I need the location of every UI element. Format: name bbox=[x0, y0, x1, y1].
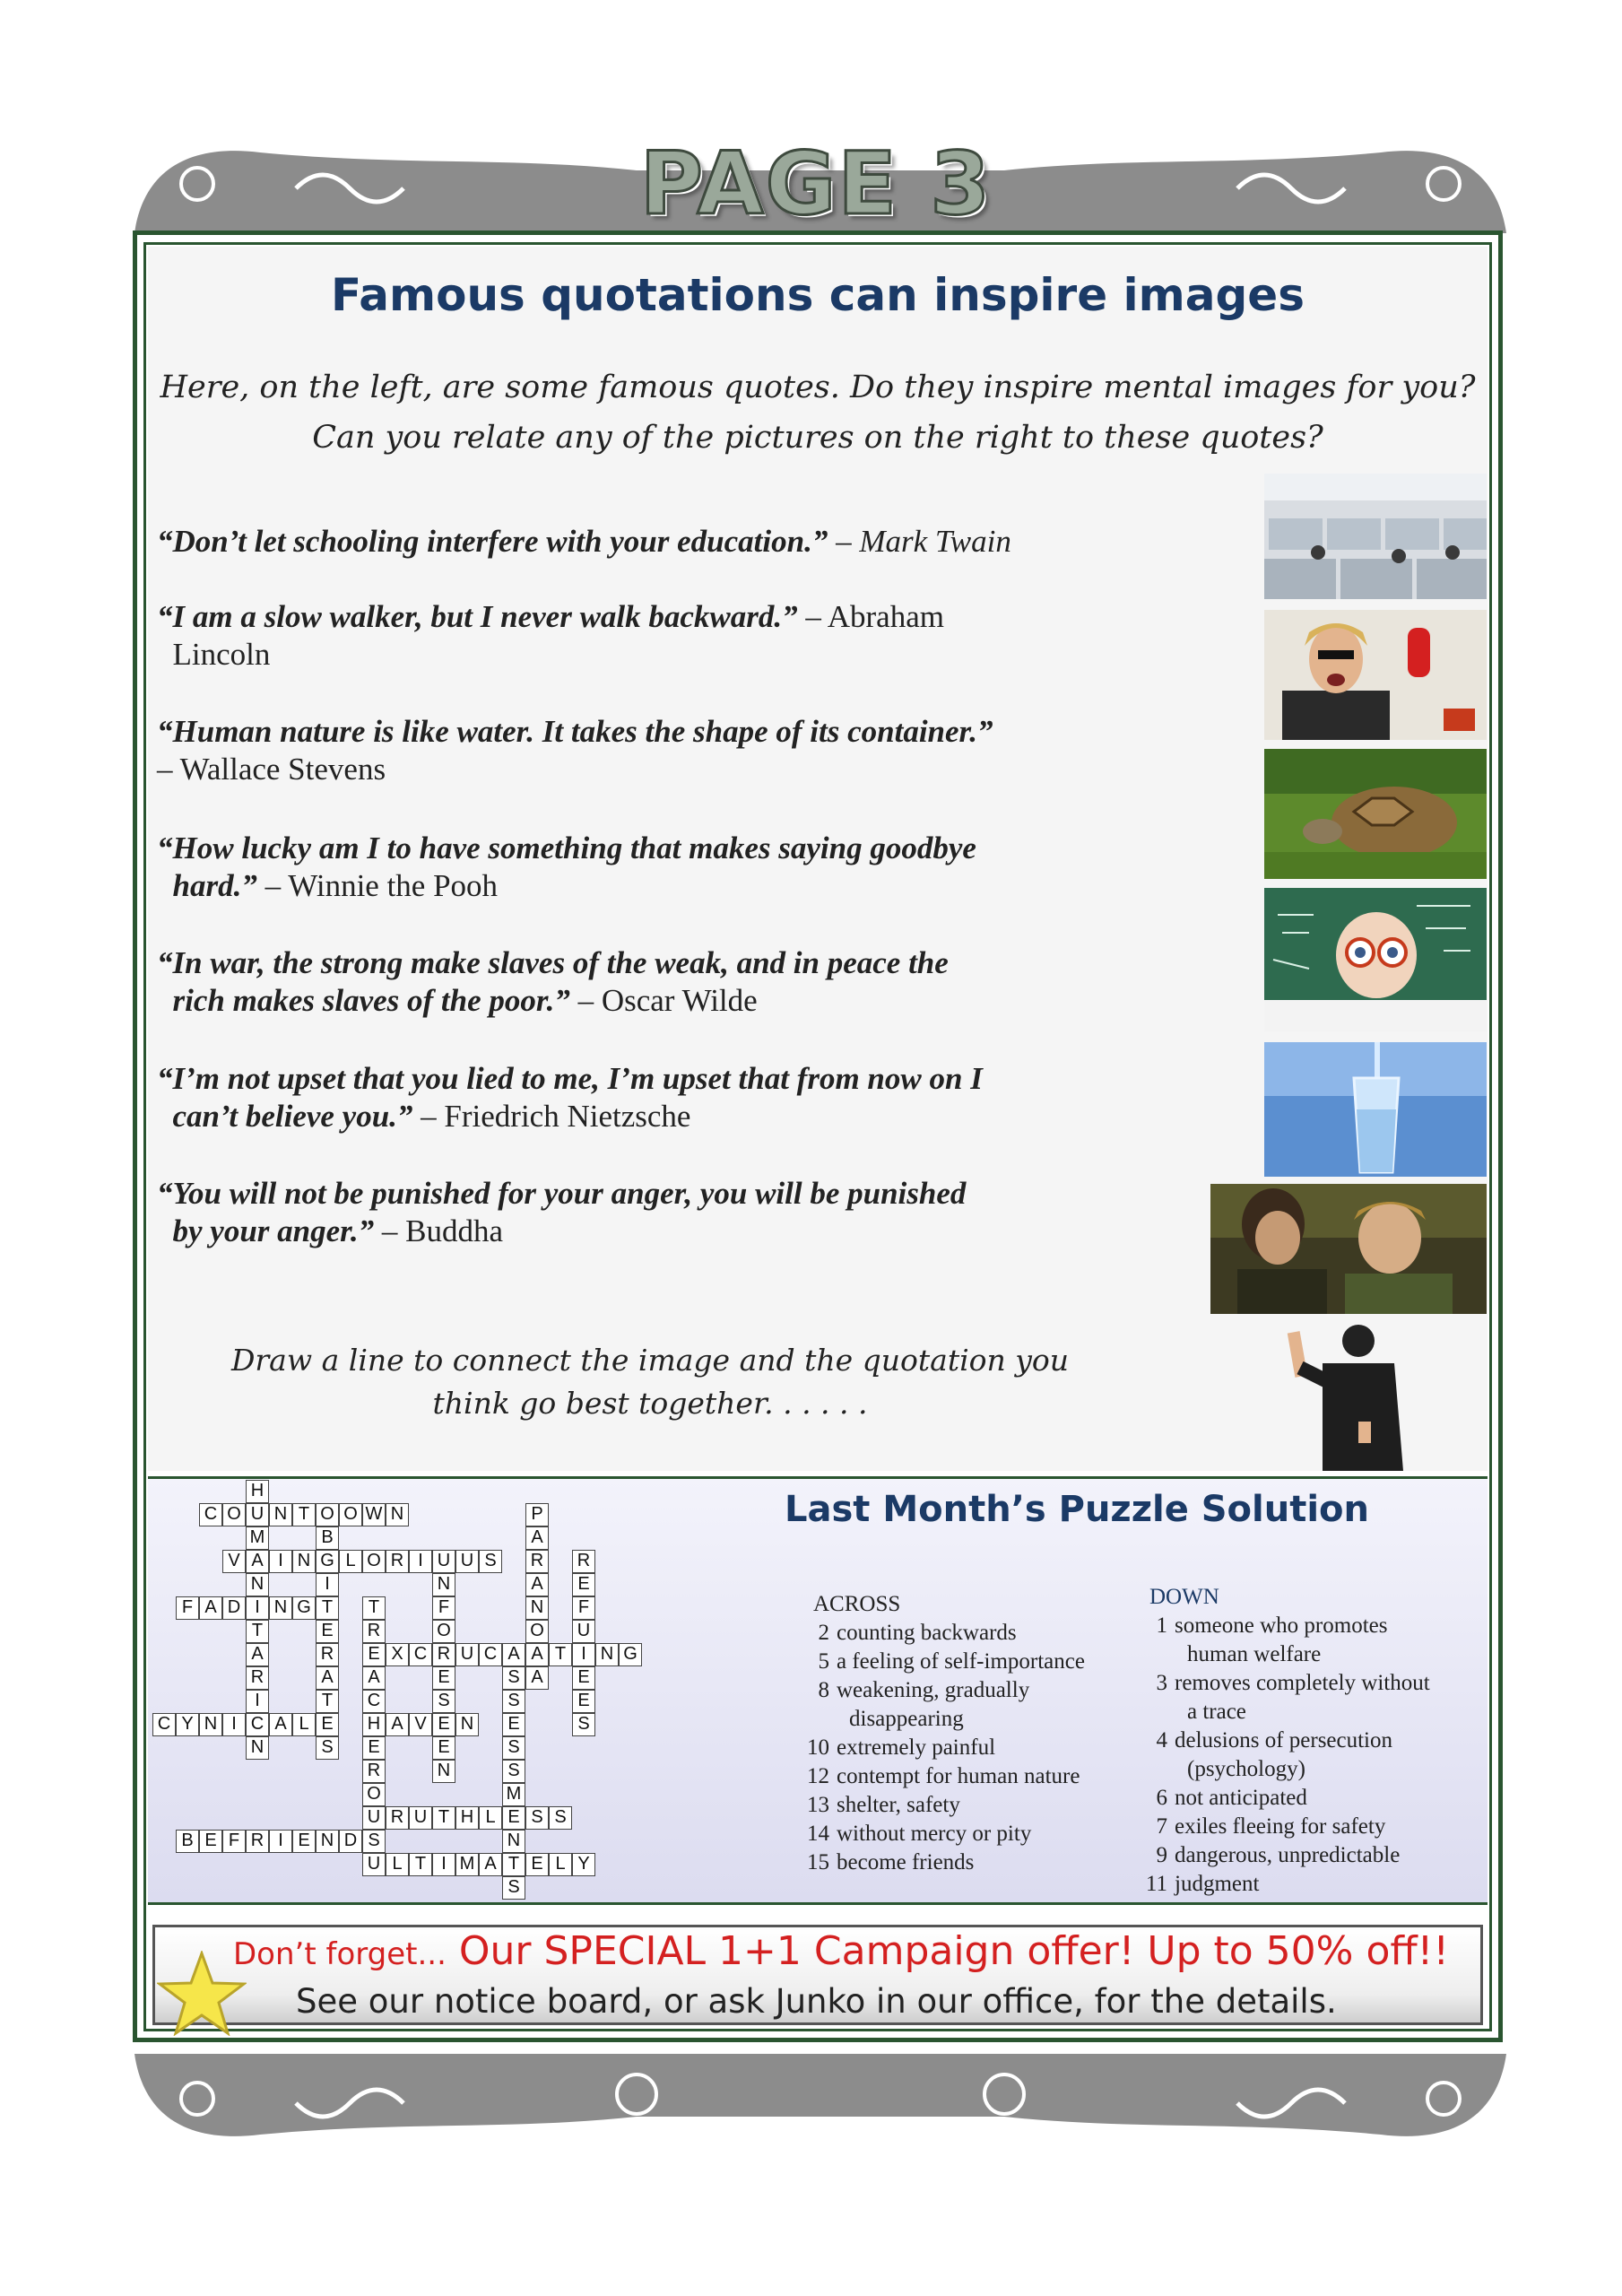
crossword-cell: S bbox=[502, 1760, 525, 1783]
crossword-cell: B bbox=[176, 1830, 199, 1853]
crossword-cell: A bbox=[246, 1643, 269, 1666]
crossword-cell: U bbox=[432, 1550, 455, 1573]
crossword-cell: S bbox=[572, 1713, 595, 1736]
crossword-cell: A bbox=[502, 1643, 525, 1666]
crossword-cell: O bbox=[339, 1503, 362, 1526]
crossword-cell: L bbox=[386, 1853, 409, 1876]
crossword-cell: E bbox=[316, 1713, 339, 1736]
quote-5: “In war, the strong make slaves of the weak, and in peace the rich makes slaves of the poor.” – Oscar Wilde bbox=[157, 945, 949, 1018]
draw-instruction-line-2: think go best together. . . . . . bbox=[432, 1386, 868, 1421]
crossword-cell: S bbox=[479, 1550, 502, 1573]
crossword-cell: I bbox=[269, 1550, 292, 1573]
crossword-cell: C bbox=[199, 1503, 222, 1526]
crossword-cell: I bbox=[269, 1830, 292, 1853]
clue-item: 11 judgment bbox=[1145, 1872, 1260, 1896]
crossword-cell: E bbox=[502, 1713, 525, 1736]
crossword-cell: T bbox=[316, 1596, 339, 1620]
crossword-cell: M bbox=[246, 1526, 269, 1550]
clue-item: 6 not anticipated bbox=[1156, 1786, 1307, 1810]
crossword-cell: N bbox=[432, 1760, 455, 1783]
crossword-cell: N bbox=[455, 1713, 479, 1736]
clue-item: 14 without mercy or pity bbox=[807, 1822, 1032, 1846]
crossword-cell: G bbox=[619, 1643, 642, 1666]
crossword-cell: T bbox=[246, 1620, 269, 1643]
crossword-cell: N bbox=[269, 1596, 292, 1620]
crossword-cell: R bbox=[246, 1666, 269, 1690]
crossword-cell: I bbox=[246, 1690, 269, 1713]
baby-glasses-chalkboard-image bbox=[1264, 888, 1487, 1031]
crossword-cell: M bbox=[455, 1853, 479, 1876]
crossword-cell: C bbox=[479, 1643, 502, 1666]
draw-instruction-line-1: Draw a line to connect the image and the quotation you bbox=[230, 1343, 1070, 1378]
crossword-cell: N bbox=[502, 1830, 525, 1853]
clue-item: 4 delusions of persecution bbox=[1156, 1728, 1393, 1752]
crossword-cell: X bbox=[386, 1643, 409, 1666]
clue-item: 13 shelter, safety bbox=[807, 1793, 960, 1817]
crossword-cell: N bbox=[595, 1643, 619, 1666]
tortoise-image bbox=[1264, 749, 1487, 879]
crossword-cell: T bbox=[549, 1643, 572, 1666]
quote-4: “How lucky am I to have something that makes saying goodbye hard.” – Winnie the Pooh bbox=[157, 831, 976, 903]
crossword-cell: A bbox=[246, 1550, 269, 1573]
crossword-cell: S bbox=[502, 1876, 525, 1900]
crossword-cell: L bbox=[292, 1713, 316, 1736]
crossword-cell: A bbox=[362, 1666, 386, 1690]
quote-3: “Human nature is like water. It takes the shape of its container.” – Wallace Stevens bbox=[157, 714, 993, 787]
campaign-details: See our notice board, or ask Junko in our office, for the details. bbox=[296, 1982, 1337, 2021]
crossword-cell: L bbox=[549, 1853, 572, 1876]
crossword-cell: I bbox=[572, 1643, 595, 1666]
crossword-cell: I bbox=[222, 1713, 246, 1736]
crossword-cell: U bbox=[246, 1503, 269, 1526]
puzzle-title: Last Month’s Puzzle Solution bbox=[785, 1489, 1370, 1530]
quote-2: “I am a slow walker, but I never walk backward.” – Abraham Lincoln bbox=[157, 599, 944, 672]
crossword-cell: E bbox=[199, 1830, 222, 1853]
crossword-cell: C bbox=[246, 1713, 269, 1736]
man-crossed-fingers-image bbox=[1273, 1318, 1426, 1471]
down-heading: DOWN bbox=[1149, 1585, 1219, 1609]
campaign-offer-text: Our SPECIAL 1+1 Campaign offer! Up to 50% off!! bbox=[458, 1928, 1449, 1974]
crossword-cell: R bbox=[432, 1643, 455, 1666]
crossword-cell: S bbox=[362, 1830, 386, 1853]
crossword-cell: O bbox=[316, 1503, 339, 1526]
crossword-cell: N bbox=[246, 1736, 269, 1760]
crossword-cell: S bbox=[316, 1736, 339, 1760]
crossword-cell: N bbox=[525, 1596, 549, 1620]
clue-item: human welfare bbox=[1187, 1642, 1322, 1666]
crossword-cell: O bbox=[362, 1550, 386, 1573]
crossword-cell: P bbox=[525, 1503, 549, 1526]
crossword-cell: C bbox=[409, 1643, 432, 1666]
crossword-cell: I bbox=[432, 1853, 455, 1876]
crossword-cell: U bbox=[362, 1853, 386, 1876]
crossword-cell: T bbox=[409, 1853, 432, 1876]
crossword-cell: O bbox=[222, 1503, 246, 1526]
section-heading: Famous quotations can inspire images bbox=[331, 269, 1305, 321]
clue-item: 3 removes completely without bbox=[1156, 1671, 1430, 1695]
crossword-cell: H bbox=[246, 1480, 269, 1503]
crossword-cell: T bbox=[292, 1503, 316, 1526]
crossword-cell: D bbox=[339, 1830, 362, 1853]
crossword-cell: H bbox=[362, 1713, 386, 1736]
crossword-cell: T bbox=[316, 1690, 339, 1713]
crossword-cell: A bbox=[525, 1573, 549, 1596]
crossword-cell: E bbox=[572, 1690, 595, 1713]
crossword-cell: R bbox=[386, 1806, 409, 1830]
campaign-offer bbox=[233, 1928, 1449, 1974]
crossword-cell: U bbox=[455, 1643, 479, 1666]
crossword-cell: R bbox=[246, 1830, 269, 1853]
clue-item: 1 someone who promotes bbox=[1156, 1613, 1388, 1638]
crossword-cell: U bbox=[362, 1806, 386, 1830]
crossword-cell: I bbox=[316, 1573, 339, 1596]
crossword-cell: F bbox=[176, 1596, 199, 1620]
crossword-cell: H bbox=[455, 1806, 479, 1830]
clue-item: a trace bbox=[1187, 1700, 1246, 1724]
crossword-cell: O bbox=[362, 1783, 386, 1806]
crossword-cell: T bbox=[432, 1806, 455, 1830]
crossword-cell: N bbox=[292, 1550, 316, 1573]
water-glass-image bbox=[1264, 1042, 1487, 1177]
intro-line-1: Here, on the left, are some famous quotes. Do they inspire mental images for you? bbox=[160, 370, 1476, 405]
crossword-cell: R bbox=[362, 1620, 386, 1643]
crossword-cell: A bbox=[269, 1713, 292, 1736]
crossword-cell: A bbox=[199, 1596, 222, 1620]
crossword-cell: E bbox=[432, 1666, 455, 1690]
campaign-prefix: Don’t forget... bbox=[233, 1936, 447, 1972]
crossword-cell: S bbox=[549, 1806, 572, 1830]
crossword-cell: M bbox=[502, 1783, 525, 1806]
crossword-cell: S bbox=[525, 1806, 549, 1830]
crossword-cell: D bbox=[222, 1596, 246, 1620]
office-cubicles-image bbox=[1264, 474, 1487, 599]
crossword-cell: V bbox=[409, 1713, 432, 1736]
crossword-cell: L bbox=[339, 1550, 362, 1573]
crossword-cell: A bbox=[525, 1666, 549, 1690]
crossword-cell: I bbox=[246, 1596, 269, 1620]
crossword-cell: F bbox=[222, 1830, 246, 1853]
clue-item: disappearing bbox=[849, 1707, 964, 1731]
crossword-cell: C bbox=[152, 1713, 176, 1736]
crossword-cell: S bbox=[502, 1690, 525, 1713]
intro-line-2: Can you relate any of the pictures on the right to these quotes? bbox=[312, 420, 1323, 456]
crossword-cell: S bbox=[502, 1736, 525, 1760]
crossword-cell: E bbox=[502, 1806, 525, 1830]
crossword-cell: O bbox=[525, 1620, 549, 1643]
page-title: PAGE 3 bbox=[639, 134, 993, 234]
bottom-scroll-banner bbox=[134, 2054, 1506, 2152]
crossword-cell: B bbox=[316, 1526, 339, 1550]
crossword-cell: E bbox=[316, 1620, 339, 1643]
crossword-cell: I bbox=[409, 1550, 432, 1573]
crossword-cell: E bbox=[432, 1736, 455, 1760]
crossword-cell: G bbox=[316, 1550, 339, 1573]
crossword-cell: Y bbox=[572, 1853, 595, 1876]
crossword-cell: F bbox=[432, 1596, 455, 1620]
crossword-cell: E bbox=[362, 1736, 386, 1760]
quote-7: “You will not be punished for your anger, you will be punished by your anger.” – Buddha bbox=[157, 1176, 967, 1248]
quote-1: “Don’t let schooling interfere with your education.” – Mark Twain bbox=[157, 524, 1011, 559]
crossword-cell: O bbox=[432, 1620, 455, 1643]
crossword-cell: C bbox=[362, 1690, 386, 1713]
clue-item: (psychology) bbox=[1187, 1757, 1305, 1781]
crossword-cell: U bbox=[409, 1806, 432, 1830]
crossword-cell: N bbox=[386, 1503, 409, 1526]
two-hobbits-image bbox=[1210, 1184, 1487, 1314]
quote-6: “I’m not upset that you lied to me, I’m upset that from now on I can’t believe you.” – Friedrich Nietzsche bbox=[157, 1061, 983, 1134]
clue-item: 12 contempt for human nature bbox=[807, 1764, 1080, 1788]
crossword-cell: A bbox=[479, 1853, 502, 1876]
crossword-cell: N bbox=[199, 1713, 222, 1736]
clue-item: 15 become friends bbox=[807, 1850, 975, 1874]
across-heading: ACROSS bbox=[813, 1592, 901, 1616]
crossword-cell: A bbox=[525, 1526, 549, 1550]
crossword-cell: A bbox=[525, 1643, 549, 1666]
crossword-cell: R bbox=[525, 1550, 549, 1573]
crossword-cell: Y bbox=[176, 1713, 199, 1736]
crossword-cell: E bbox=[572, 1666, 595, 1690]
crossword-cell: R bbox=[572, 1550, 595, 1573]
crossword-cell: A bbox=[316, 1666, 339, 1690]
crossword-cell: N bbox=[432, 1573, 455, 1596]
crossword-cell: T bbox=[502, 1853, 525, 1876]
clue-item: 8 weakening, gradually bbox=[818, 1678, 1030, 1702]
crossword-cell: T bbox=[362, 1596, 386, 1620]
clue-item: 2 counting backwards bbox=[818, 1621, 1017, 1645]
crossword-cell: R bbox=[316, 1643, 339, 1666]
crossword-grid bbox=[152, 1480, 780, 1901]
clue-item: 5 a feeling of self-importance bbox=[818, 1649, 1085, 1674]
crossword-cell: E bbox=[572, 1573, 595, 1596]
crossword-cell: G bbox=[292, 1596, 316, 1620]
crossword-cell: N bbox=[269, 1503, 292, 1526]
crossword-cell: S bbox=[432, 1690, 455, 1713]
crossword-cell: U bbox=[455, 1550, 479, 1573]
crossword-cell: R bbox=[362, 1760, 386, 1783]
crossword-cell: E bbox=[432, 1713, 455, 1736]
crossword-cell: L bbox=[479, 1806, 502, 1830]
crossword-cell: E bbox=[292, 1830, 316, 1853]
angry-woman-phone-image bbox=[1264, 610, 1487, 740]
clue-item: 10 extremely painful bbox=[807, 1735, 996, 1760]
crossword-cell: R bbox=[386, 1550, 409, 1573]
crossword-cell: F bbox=[572, 1596, 595, 1620]
crossword-cell: E bbox=[362, 1643, 386, 1666]
crossword-cell: V bbox=[222, 1550, 246, 1573]
clue-item: 9 dangerous, unpredictable bbox=[1156, 1843, 1401, 1867]
crossword-cell: W bbox=[362, 1503, 386, 1526]
crossword-cell: N bbox=[316, 1830, 339, 1853]
crossword-cell: E bbox=[525, 1853, 549, 1876]
crossword-cell: N bbox=[246, 1573, 269, 1596]
crossword-cell: U bbox=[572, 1620, 595, 1643]
crossword-cell: S bbox=[502, 1666, 525, 1690]
clue-item: 7 exiles fleeing for safety bbox=[1156, 1814, 1386, 1839]
crossword-cell: A bbox=[386, 1713, 409, 1736]
